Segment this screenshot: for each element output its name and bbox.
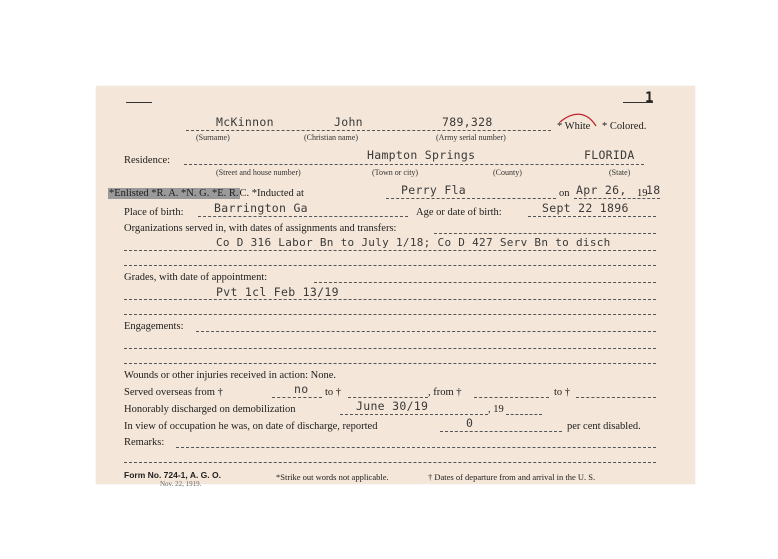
birthplace: Barrington Ga (214, 201, 308, 215)
form-date: Nov. 22, 1919. (160, 480, 202, 488)
residence-label: Residence: (124, 155, 171, 166)
red-strike-mark-icon (558, 112, 618, 134)
birth-date: Sept 22 1896 (542, 201, 629, 215)
christian-name: John (334, 115, 363, 129)
card-number: 1 (645, 90, 654, 106)
county-caption: (County) (493, 168, 522, 177)
served-overseas-label: Served overseas from † (124, 387, 223, 398)
engagements-label: Engagements: (124, 321, 184, 332)
served-from-line (272, 397, 322, 398)
serial-number: 789,328 (442, 115, 493, 129)
served-to-line (348, 397, 428, 398)
served-to2-line (576, 397, 656, 398)
surname: McKinnon (216, 115, 274, 129)
residence-state: FLORIDA (584, 148, 635, 162)
organizations-value: Co D 316 Labor Bn to July 1/18; Co D 427 Serv Bn to disch (216, 236, 611, 249)
wounds-label: Wounds or other injuries received in action: None. (124, 370, 337, 381)
top-left-rule (126, 102, 152, 103)
race-white: * White (557, 121, 591, 132)
occupation-line (440, 431, 562, 432)
served-to2-label: to † (554, 387, 571, 398)
induction-date: Apr 26, (576, 183, 627, 197)
served-to-label: to † (325, 387, 342, 398)
serial-caption: (Army serial number) (436, 133, 506, 142)
remarks-line-0 (176, 447, 656, 448)
occupation-value: 0 (466, 416, 474, 430)
state-caption: (State) (609, 168, 631, 177)
service-record-card (96, 86, 695, 488)
discharge-year-line (506, 414, 542, 415)
birthplace-line (198, 216, 408, 217)
remarks-line-1 (124, 462, 656, 463)
organizations-line-1 (124, 250, 656, 251)
race-colored: * Colored. (602, 121, 647, 132)
name-line (186, 130, 551, 131)
percent-disabled-label: per cent disabled. (567, 421, 641, 432)
induction-date-line (574, 198, 660, 199)
footnote-strike-out: *Strike out words not applicable. (276, 472, 389, 482)
organizations-line-2 (124, 265, 656, 266)
served-from2-label: , from † (428, 387, 462, 398)
induction-year-prefix: 19 (637, 188, 648, 199)
engagements-line-0 (196, 331, 656, 332)
grades-line-0 (314, 282, 656, 283)
grades-value: Pvt 1cl Feb 13/19 (216, 285, 339, 299)
form-number: Form No. 724-1, A. G. O. (124, 470, 221, 480)
age-label: Age or date of birth: (416, 207, 502, 218)
discharge-label: Honorably discharged on demobilization (124, 404, 296, 415)
engagements-line-1 (124, 348, 656, 349)
discharge-date-line (340, 414, 488, 415)
discharge-date: June 30/19 (356, 399, 429, 413)
street-caption: (Street and house number) (216, 168, 301, 177)
engagements-line-2 (124, 363, 656, 364)
served-from2-line (474, 397, 549, 398)
surname-caption: (Surname) (196, 133, 230, 142)
birth-date-line (528, 216, 656, 217)
residence-town: Hampton Springs (367, 148, 476, 162)
organizations-label: Organizations served in, with dates of assignments and transfers: (124, 223, 397, 234)
remarks-label: Remarks: (124, 437, 165, 448)
occupation-label: In view of occupation he was, on date of discharge, reported (124, 421, 378, 432)
on-label: on (559, 188, 570, 199)
discharge-year-label: , 19 (488, 404, 504, 415)
induction-year: 18 (646, 183, 661, 197)
town-caption: (Town or city) (372, 168, 419, 177)
residence-line (184, 164, 644, 165)
birthplace-label: Place of birth: (124, 207, 184, 218)
grades-label: Grades, with date of appointment: (124, 272, 268, 283)
grades-line-1 (124, 299, 656, 300)
enlistment-line (108, 188, 304, 199)
served-from-value: no (294, 382, 309, 396)
footnote-dates: † Dates of departure from and arrival in the U. S. (428, 472, 596, 482)
inducted-at-line (386, 198, 556, 199)
struck-enlistment-types: *Enlisted *R. A. *N. G. *E. R. (109, 188, 239, 199)
christian-caption: (Christian name) (304, 133, 358, 142)
inducted-at-place: Perry Fla (401, 183, 467, 197)
grades-line-2 (124, 314, 656, 315)
organizations-line-0 (434, 233, 656, 234)
inducted-at-label: C. *Inducted at (239, 188, 304, 199)
